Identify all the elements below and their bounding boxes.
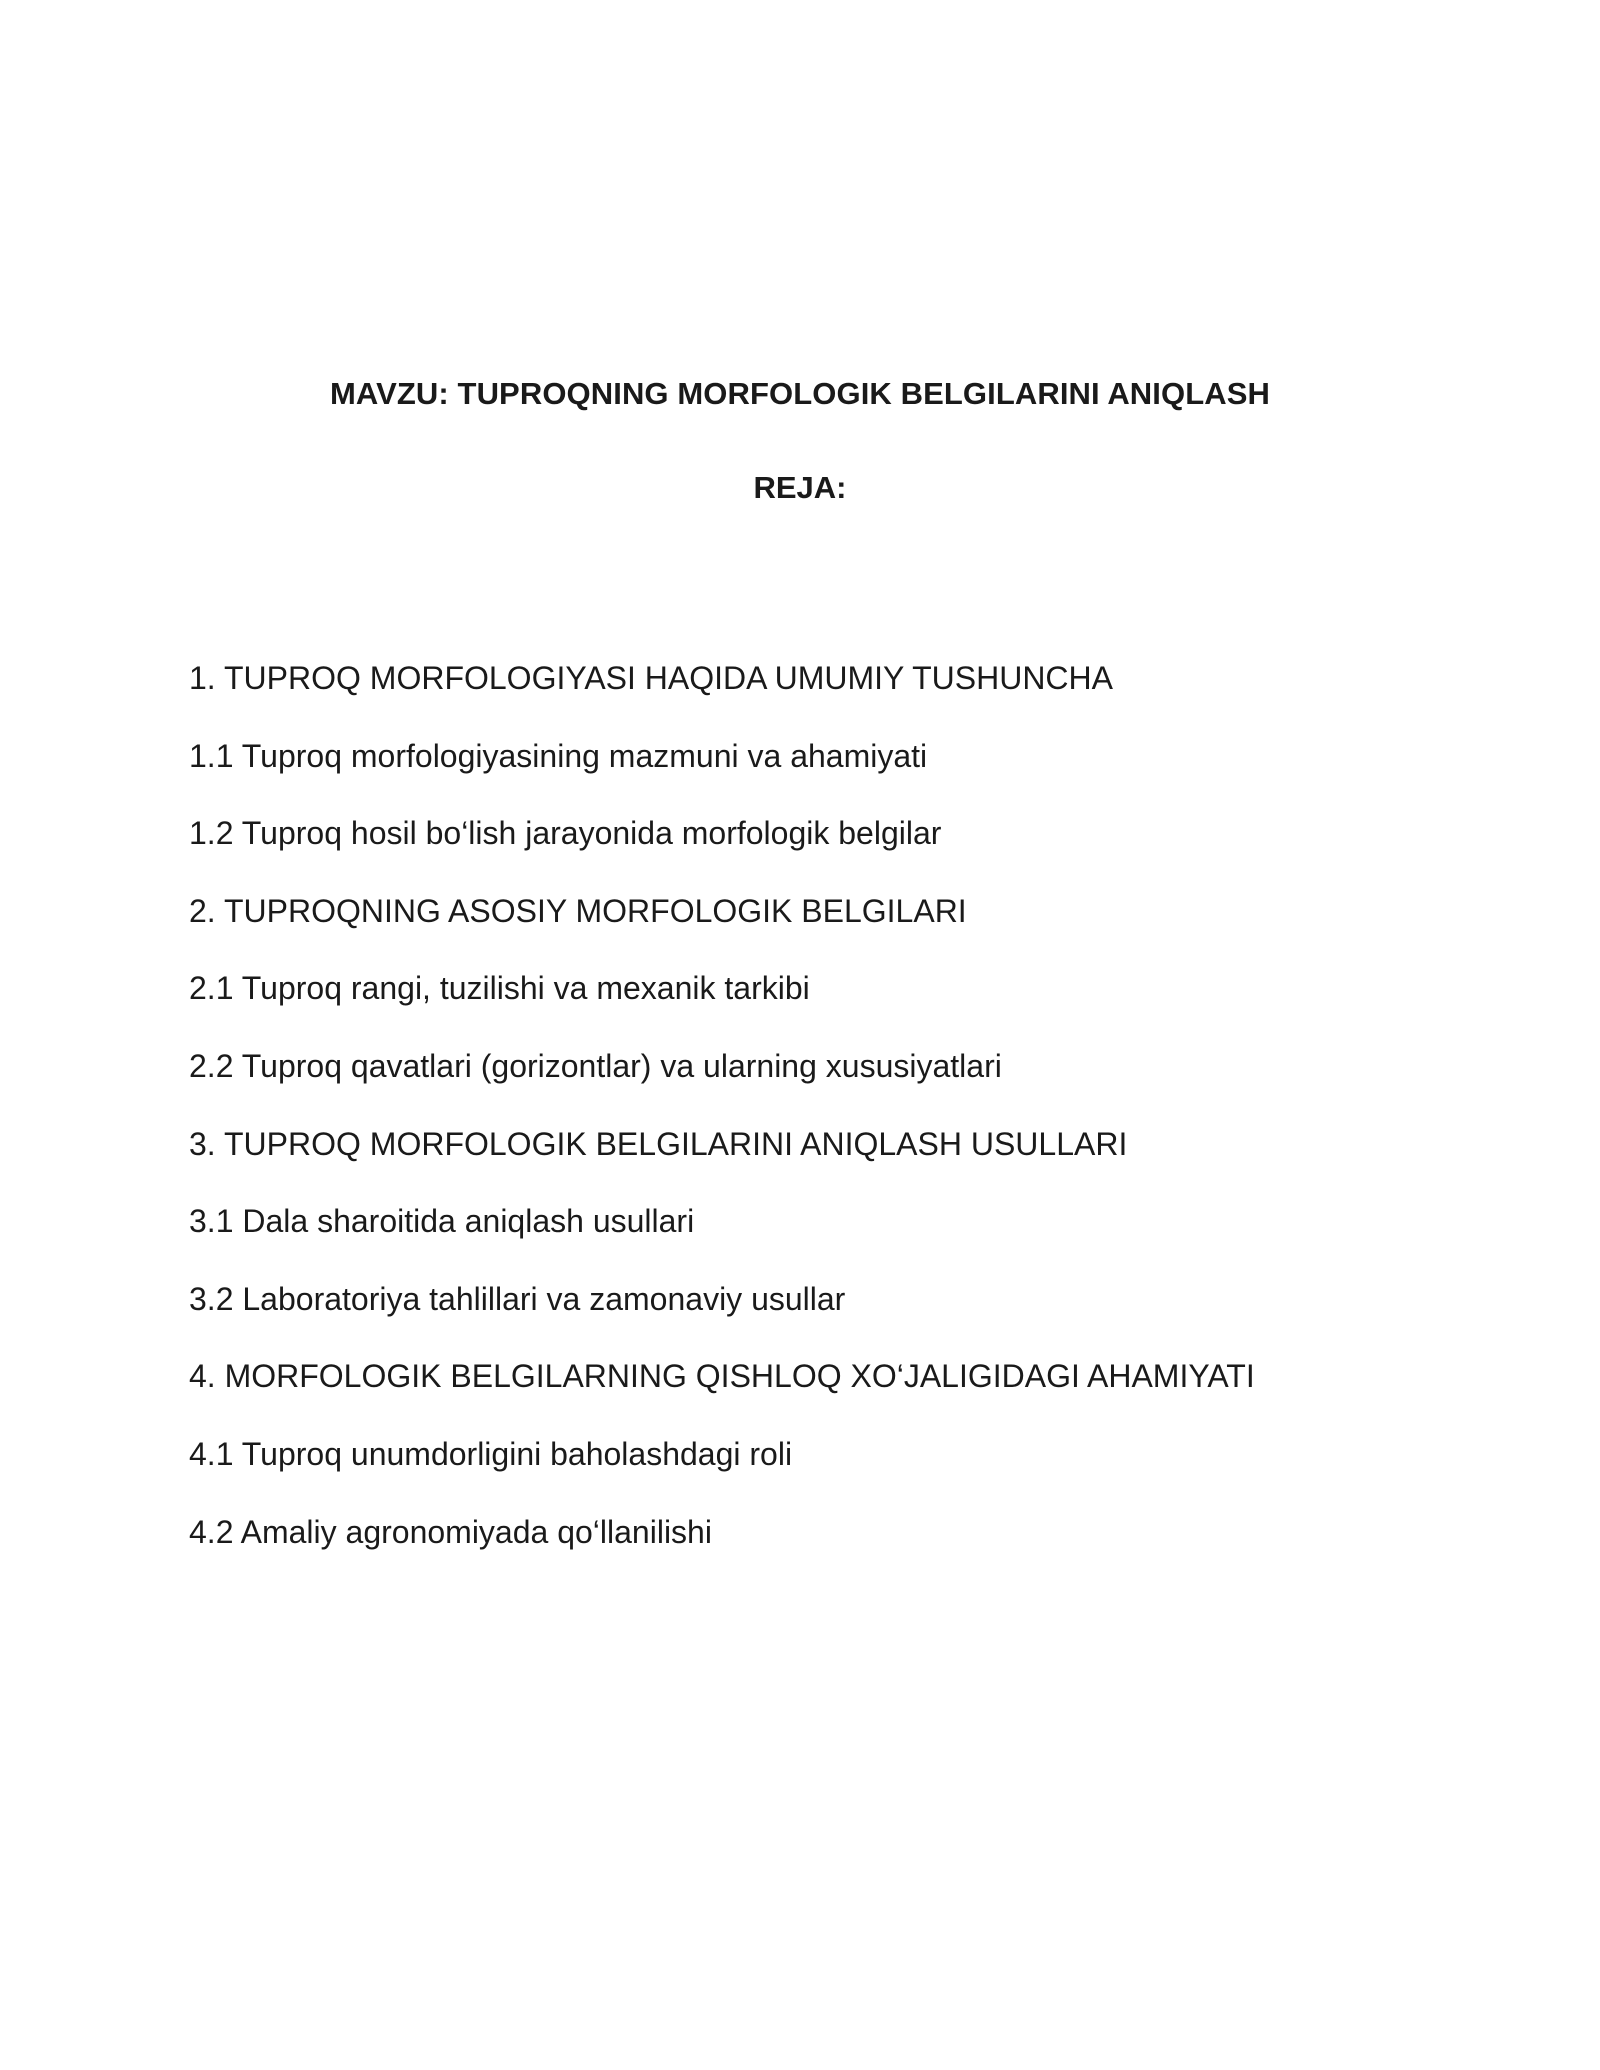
plan-item-2: 2. TUPROQNING ASOSIY MORFOLOGIK BELGILARI	[189, 892, 967, 929]
plan-item-1-1: 1.1 Tuproq morfologiyasining mazmuni va ahamiyati	[189, 737, 928, 774]
plan-item-3-2: 3.2 Laboratoriya tahlillari va zamonaviy usullar	[189, 1280, 846, 1317]
plan-item-1-2: 1.2 Tuproq hosil bo‘lish jarayonida morfologik belgilar	[189, 815, 942, 852]
plan-item-3: 3. TUPROQ MORFOLOGIK BELGILARINI ANIQLASH USULLARI	[189, 1125, 1128, 1162]
plan-item-1: 1. TUPROQ MORFOLOGIYASI HAQIDA UMUMIY TUSHUNCHA	[189, 660, 1113, 696]
plan-item-4-2: 4.2 Amaliy agronomiyada qo‘llanilishi	[189, 1513, 712, 1550]
plan-item-3-1: 3.1 Dala sharoitida aniqlash usullari	[189, 1203, 695, 1240]
document-title: MAVZU: TUPROQNING MORFOLOGIK BELGILARINI ANIQLASH	[329, 376, 1271, 411]
plan-item-4: 4. MORFOLOGIK BELGILARNING QISHLOQ XO‘JALIGIDAGI AHAMIYATI	[189, 1358, 1255, 1395]
plan-item-2-2: 2.2 Tuproq qavatlari (gorizontlar) va ularning xususiyatlari	[189, 1047, 1002, 1084]
plan-item-4-1: 4.1 Tuproq unumdorligini baholashdagi roli	[189, 1435, 793, 1472]
plan-item-2-1: 2.1 Tuproq rangi, tuzilishi va mexanik tarkibi	[189, 970, 810, 1007]
plan-heading: REJA:	[753, 470, 847, 505]
plan-list	[189, 656, 1255, 1587]
